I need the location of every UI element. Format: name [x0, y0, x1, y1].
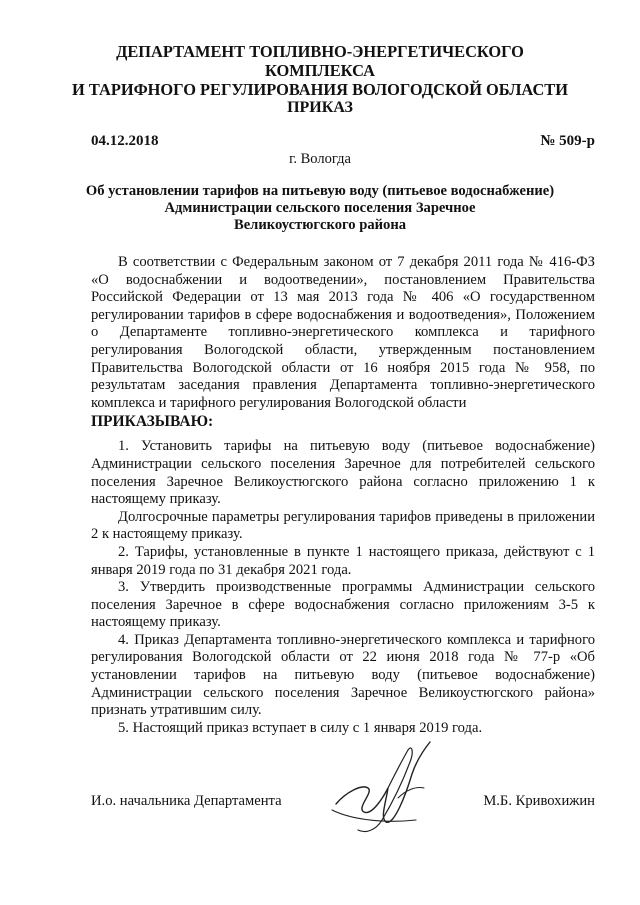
subject-line-3: Великоустюгского района	[233, 217, 407, 233]
item-3: 3. Утвердить производственные программы Администрации сельского поселения Заречное в сфере водоснабжения согласно приложениям 3-5 к настоящему приказу.	[91, 579, 595, 631]
item-4: 4. Приказ Департамента топливно-энергетического комплекса и тарифного регулирования Вологодской области от 22 июня 2018 года № 77-р «Об установлении тарифов на питьевую воду (питьевое водоснабжение) Администрации сельского поселения Заречное Великоустюгского района» признать утратившим силу.	[91, 631, 595, 719]
command-word: ПРИКАЗЫВАЮ:	[91, 413, 214, 431]
department-line-2: И ТАРИФНОГО РЕГУЛИРОВАНИЯ ВОЛОГОДСКОЙ ОБЛАСТИ	[72, 80, 568, 99]
subject-line-2: Администрации сельского поселения Заречное	[164, 200, 476, 216]
handwritten-signature	[328, 738, 440, 836]
subject-line-1: Об установлении тарифов на питьевую воду (питьевое водоснабжение)	[85, 183, 555, 199]
signatory-position: И.о. начальника Департамента	[91, 793, 282, 809]
department-name	[60, 42, 580, 99]
preamble-paragraph: В соответствии с Федеральным законом от 7 декабря 2011 года № 416-ФЗ «О водоснабжении и водоотведении», постановлением Правительства Российской Федерации от 13 мая 2013 года № 406 «О государственном регулировании тарифов в сфере водоснабжения и водоотведения», Положением о Департаменте топливно-энергетического комплекса и тарифного регулирования Вологодской области, утвержденным постановлением Правительства Вологодской области от 16 ноября 2015 года № 958, по результатам заседания правления Департамента топливно-энергетического комплекса и тарифного регулирования Вологодской области	[91, 254, 595, 411]
item-1: 1. Установить тарифы на питьевую воду (питьевое водоснабжение) Администрации сельского поселения Заречное для потребителей сельского поселения Заречное Великоустюгского района согласно приложению 1 к настоящему приказу.	[91, 438, 595, 508]
item-2: 2. Тарифы, установленные в пункте 1 настоящего приказа, действуют с 1 января 2019 года по 31 декабря 2021 года.	[91, 543, 595, 578]
order-subject	[80, 183, 560, 234]
item-5: 5. Настоящий приказ вступает в силу с 1 января 2019 года.	[118, 719, 483, 736]
department-line-1: ДЕПАРТАМЕНТ ТОПЛИВНО-ЭНЕРГЕТИЧЕСКОГО КОМПЛЕКСА	[116, 42, 524, 80]
signatory-name: М.Б. Кривохижин	[483, 793, 595, 809]
item-1-long-term-params: Долгосрочные параметры регулирования тарифов приведены в приложении 2 к настоящему приказу.	[91, 508, 595, 543]
order-body	[91, 254, 595, 737]
document-type: ПРИКАЗ	[287, 99, 353, 116]
order-city: г. Вологда	[289, 151, 351, 167]
order-number: № 509-р	[540, 133, 595, 149]
order-date: 04.12.2018	[91, 133, 159, 149]
